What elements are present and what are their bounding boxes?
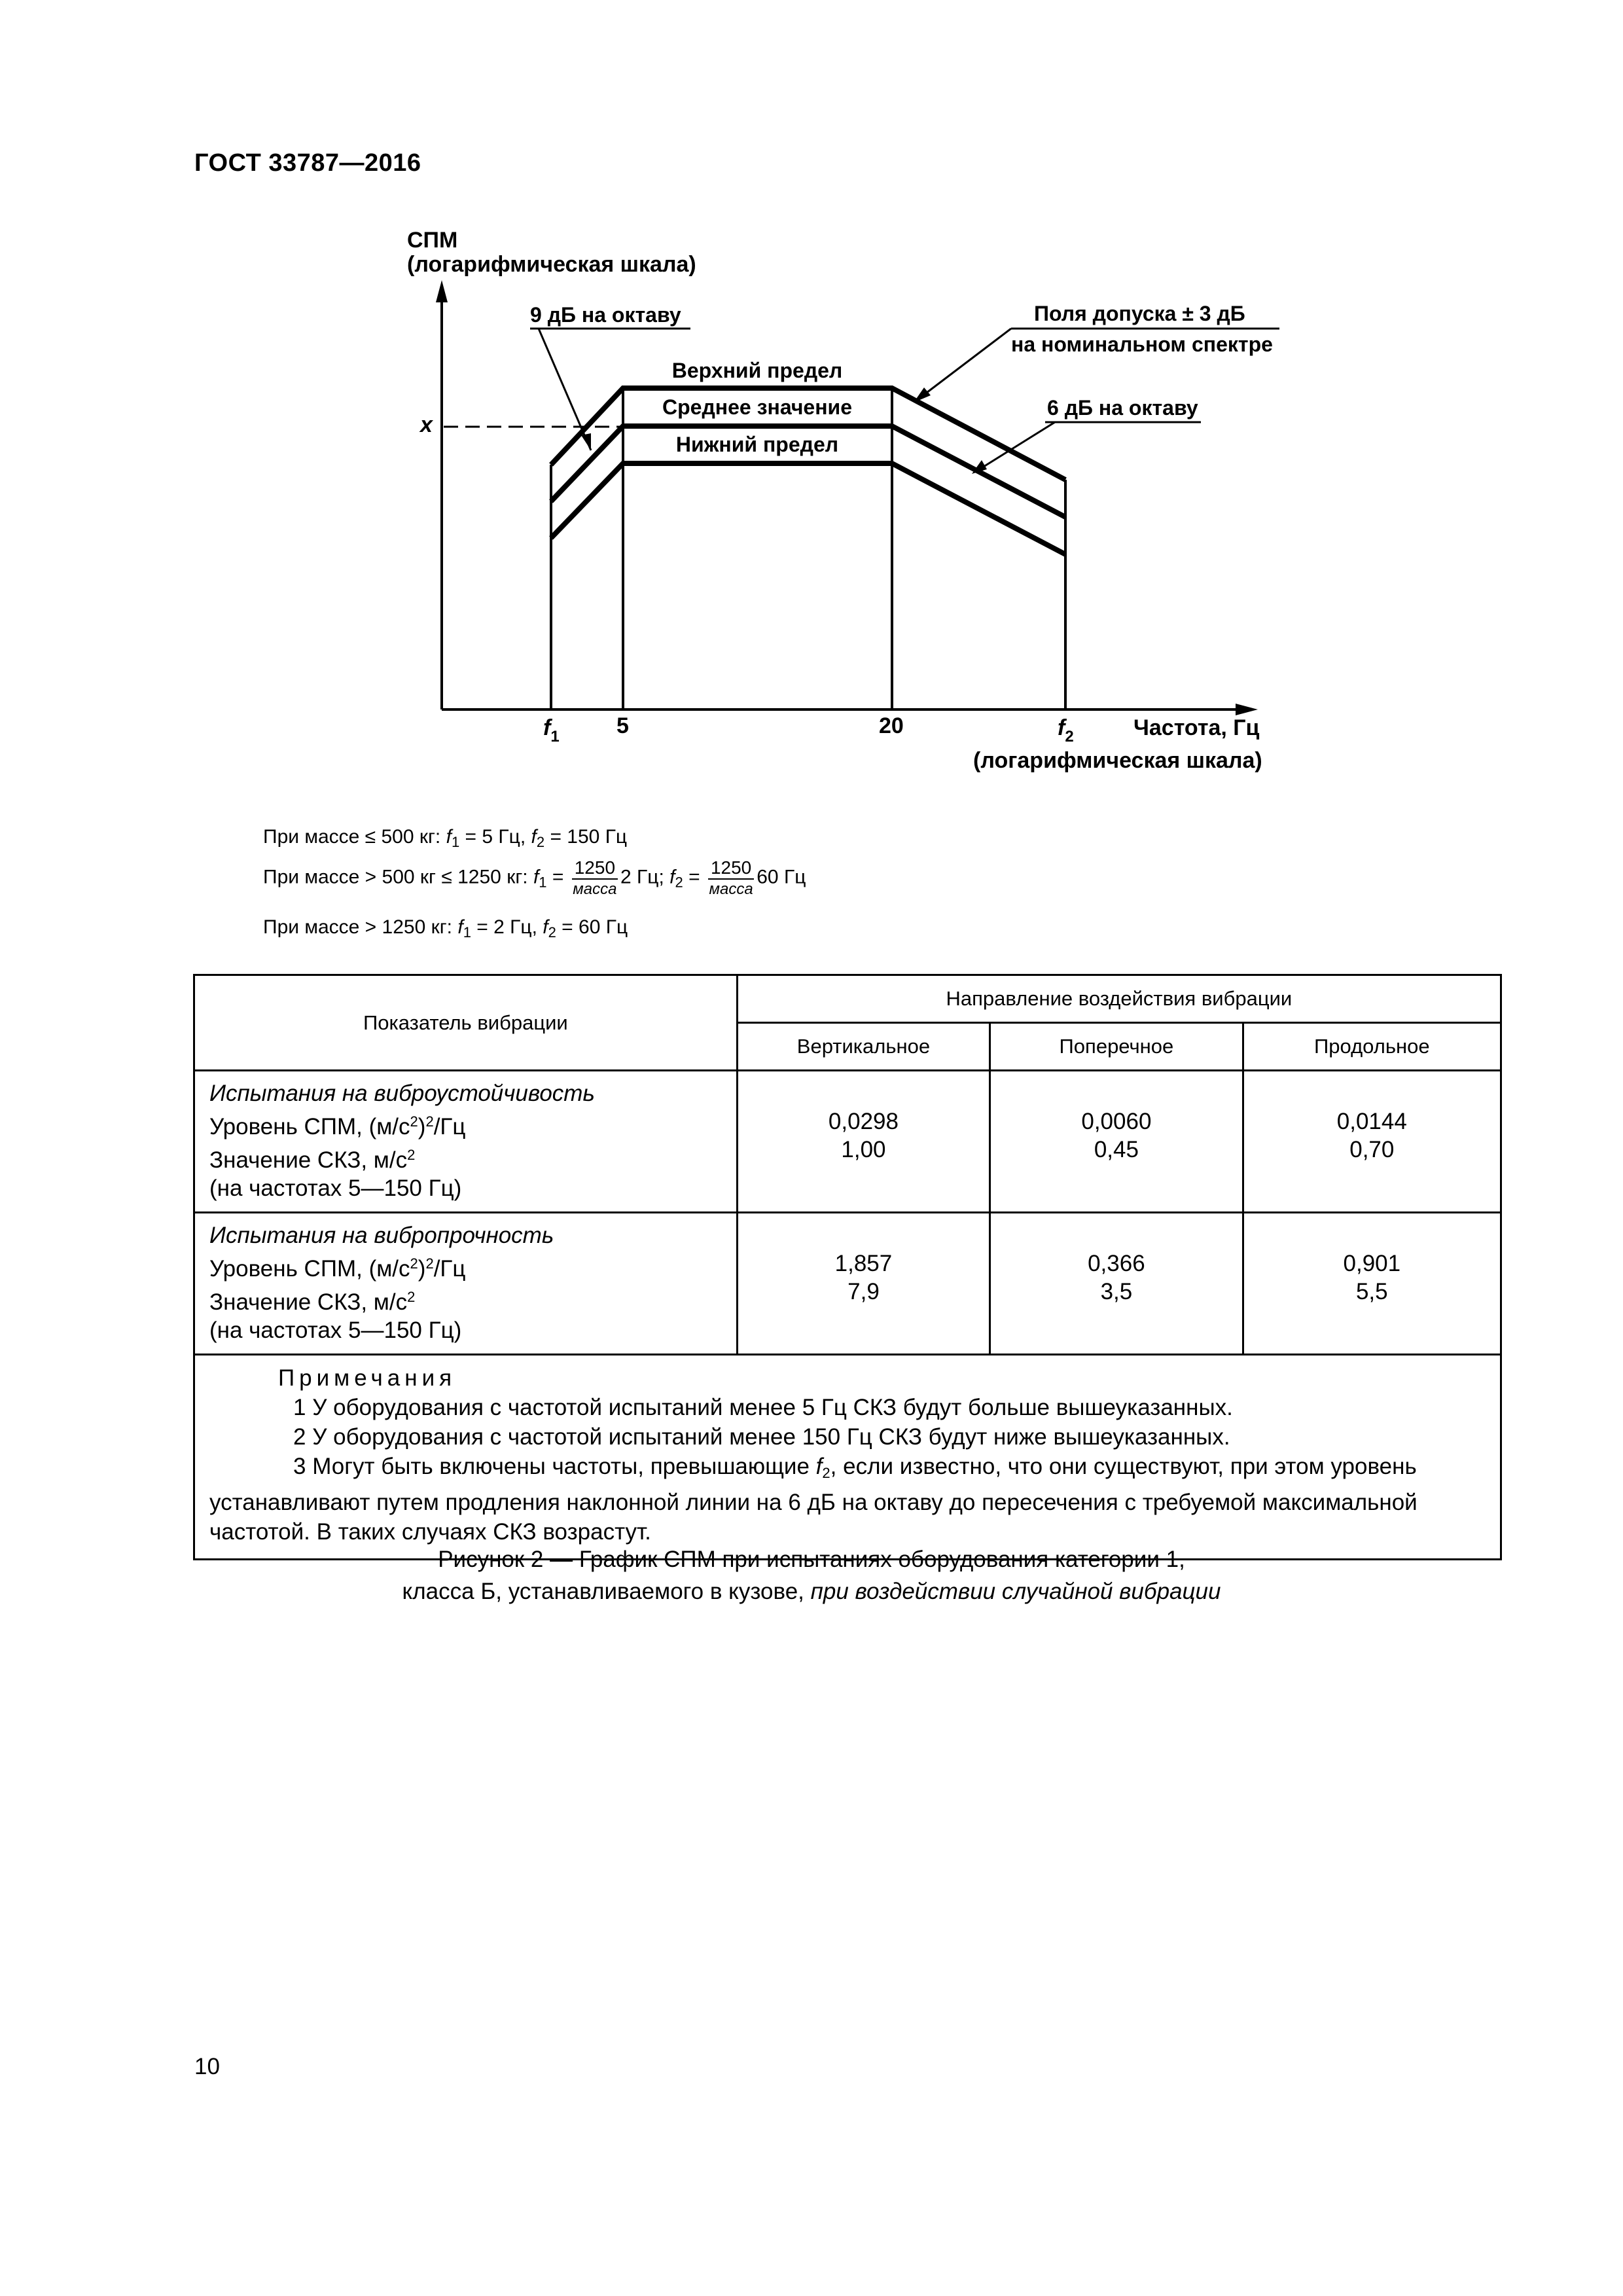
formula-2-fraction-2	[708, 859, 754, 897]
fraction-2-numerator: 1250	[708, 859, 754, 880]
psd-value: 0,366	[1088, 1251, 1145, 1276]
psd-value: 1,857	[834, 1251, 893, 1276]
row-psd-label: Уровень СПМ, $(м/с^2)^2/Гц$	[209, 1113, 466, 1139]
callout-fall: 6 дБ на октаву	[1047, 396, 1198, 420]
formula-2-f1-sub: 1	[539, 874, 547, 891]
y-axis-arrow	[436, 280, 448, 302]
formula-1-f2: f	[531, 826, 537, 848]
header-col-transverse: Поперечное	[990, 1023, 1243, 1071]
notes-title: Примечания	[278, 1365, 457, 1391]
formula-3-post: = 60 Гц	[556, 916, 628, 938]
callout-tolerance-arrow	[914, 387, 931, 403]
y-marker-x: x	[420, 412, 433, 437]
row-title: Испытания на вибропрочность	[209, 1223, 554, 1248]
value-cell	[990, 1071, 1243, 1213]
table-row	[194, 1071, 1501, 1213]
page-number: 10	[194, 2054, 220, 2079]
formula-2-eq1: =	[546, 866, 569, 888]
psd-value: 0,901	[1343, 1251, 1401, 1276]
formula-2-f2: f	[669, 866, 675, 888]
callout-rise-arrow	[581, 433, 591, 450]
formula-3-f1-sub: 1	[463, 924, 471, 941]
band-label-lower: Нижний предел	[675, 433, 839, 456]
formula-1-post: = 150 Гц	[544, 826, 628, 848]
psd-value: 0,0144	[1336, 1109, 1407, 1134]
fraction-2-denominator: масса	[709, 880, 753, 898]
value-cell	[1243, 1071, 1501, 1213]
formula-2-after1: 2 Гц;	[620, 866, 670, 888]
formula-1-mid: = 5 Гц,	[459, 826, 531, 848]
rms-value: 5,5	[1355, 1279, 1388, 1304]
rms-value: 7,9	[847, 1279, 880, 1304]
row-freq-note: (на частотах 5—150 Гц)	[209, 1175, 462, 1201]
callout-tolerance-1: Поля допуска ± 3 дБ	[1034, 302, 1245, 325]
callout-fall-leader	[978, 422, 1055, 470]
formula-line-1	[263, 826, 627, 851]
rms-value: 0,45	[1094, 1137, 1139, 1162]
x-axis-label-1: Частота, Гц	[1133, 715, 1260, 740]
formula-3-mid: = 2 Гц,	[471, 916, 543, 938]
table-row	[194, 1213, 1501, 1355]
formula-line-2	[263, 859, 806, 897]
caption-line-2-normal: класса Б, устанавливаемого в кузове,	[402, 1579, 811, 1604]
value-cell	[737, 1213, 990, 1355]
callout-tolerance-leader	[921, 329, 1011, 397]
psd-figure	[0, 0, 1623, 831]
caption-line-2	[0, 1575, 1623, 1607]
row-indicator-cell	[194, 1071, 738, 1213]
formula-2-f2-sub: 2	[675, 874, 683, 891]
fraction-1-denominator: масса	[573, 880, 617, 898]
formula-2-fraction-1	[572, 859, 618, 897]
formula-3-prefix: При массе > 1250 кг:	[263, 916, 458, 938]
row-freq-note: (на частотах 5—150 Гц)	[209, 1318, 462, 1343]
psd-value: 0,0060	[1081, 1109, 1152, 1134]
band-label-mean: Среднее значение	[662, 395, 852, 419]
rms-value: 1,00	[841, 1137, 886, 1162]
note-3: 3 Могут быть включены частоты, превышающие $f_2$, если известно, что они существуют, при этом уровень устанавливают путем продления наклонной линии на 6 дБ на октаву до пересечения с требуемой максимальной частотой. В таких случаях СКЗ возрастут.	[209, 1454, 1418, 1545]
tick-5: 5	[616, 713, 629, 738]
header-col-vertical: Вертикальное	[737, 1023, 990, 1071]
callout-rise: 9 дБ на октаву	[530, 303, 681, 327]
tick-f2: $f_2$	[1058, 715, 1074, 745]
caption-line-1: Рисунок 2 — График СПМ при испытаниях оборудования категории 1,	[438, 1547, 1185, 1572]
row-title: Испытания на виброустойчивость	[209, 1081, 595, 1106]
x-axis-arrow	[1236, 704, 1258, 715]
tick-20: 20	[879, 713, 904, 738]
formula-3-f2-sub: 2	[548, 924, 556, 941]
value-cell	[1243, 1213, 1501, 1355]
formula-3-f2: f	[543, 916, 548, 938]
formula-2-f1: f	[533, 866, 539, 888]
formula-2-prefix: При массе > 500 кг ≤ 1250 кг:	[263, 866, 533, 888]
value-cell	[737, 1071, 990, 1213]
vibration-table	[193, 974, 1502, 1560]
header-direction: Направление воздействия вибрации	[737, 975, 1501, 1023]
callout-rise-leader	[539, 329, 591, 450]
formula-3-f1: f	[457, 916, 463, 938]
row-indicator-cell	[194, 1213, 738, 1355]
row-rms-label: Значение СКЗ, $м/с^2$	[209, 1147, 416, 1173]
header-indicator: Показатель вибрации	[194, 975, 738, 1071]
notes-cell	[194, 1355, 1501, 1560]
fraction-1-numerator: 1250	[572, 859, 618, 880]
formula-2-eq2: =	[683, 866, 705, 888]
callout-tolerance-2: на номинальном спектре	[1011, 332, 1273, 356]
formula-1-f1-sub: 1	[451, 834, 460, 850]
rms-value: 3,5	[1100, 1279, 1133, 1304]
standard-header: ГОСТ 33787—2016	[194, 149, 421, 177]
value-cell	[990, 1213, 1243, 1355]
formula-2-after2: 60 Гц	[757, 866, 806, 888]
note-2: 2 У оборудования с частотой испытаний менее 150 Гц СКЗ будут ниже вышеуказанных.	[293, 1424, 1230, 1450]
y-axis-label-2: (логарифмическая шкала)	[407, 252, 696, 277]
formula-line-3	[263, 916, 628, 941]
tick-f1: $f_1$	[543, 715, 560, 745]
x-axis-label-2: (логарифмическая шкала)	[973, 748, 1262, 773]
figure-caption	[0, 1543, 1623, 1607]
formula-1-prefix: При массе ≤ 500 кг:	[263, 826, 446, 848]
formula-1-f1: f	[446, 826, 452, 848]
band-label-upper: Верхний предел	[671, 359, 843, 382]
note-1: 1 У оборудования с частотой испытаний менее 5 Гц СКЗ будут больше вышеуказанных.	[293, 1395, 1233, 1420]
y-axis-label-1: СПМ	[407, 228, 458, 253]
psd-value: 0,0298	[828, 1109, 899, 1134]
row-rms-label: Значение СКЗ, $м/с^2$	[209, 1289, 416, 1315]
caption-line-2-italic: при воздействии случайной вибрации	[810, 1579, 1221, 1604]
row-psd-label: Уровень СПМ, $(м/с^2)^2/Гц$	[209, 1255, 466, 1282]
formula-1-f2-sub: 2	[536, 834, 545, 850]
rms-value: 0,70	[1349, 1137, 1395, 1162]
notes-row	[194, 1355, 1501, 1560]
header-col-longitudinal: Продольное	[1243, 1023, 1501, 1071]
